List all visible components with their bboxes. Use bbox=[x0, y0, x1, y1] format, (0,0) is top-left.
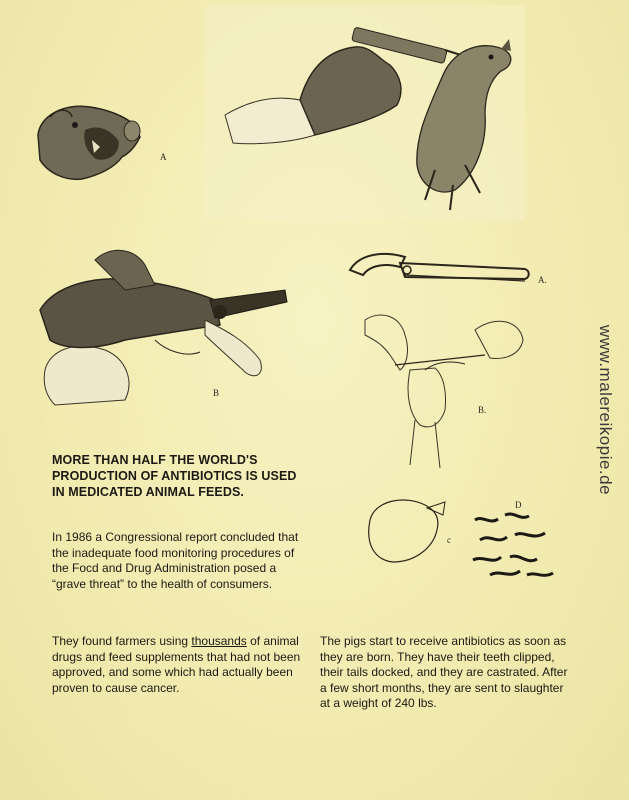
plate-label: B bbox=[213, 388, 220, 398]
paragraph-farmers bbox=[52, 634, 307, 696]
watermark-text: www.malereikopie.de bbox=[596, 324, 615, 496]
paragraph-farmers-end: of animal drugs and feed supplements that had not been approved, and some which had actually been proven to cause cancer. bbox=[52, 634, 301, 695]
paragraph-pigs: The pigs start to receive antibiotics as soon as they are born. They have their teeth clipped, their tails docked, and they are castrated. After a few short months, they are sent to slaughter at a weight of 240 lbs. bbox=[320, 634, 568, 710]
pig-head-illustration bbox=[30, 95, 155, 195]
plate-label: D bbox=[515, 500, 522, 510]
worms-illustration bbox=[465, 505, 560, 585]
plate-label: A bbox=[160, 152, 167, 162]
headline: MORE THAN HALF THE WORLD'S PRODUCTION OF ANTIBIOTICS IS USED IN MEDICATED ANIMAL FEEDS. bbox=[52, 453, 297, 499]
watermark bbox=[580, 280, 629, 540]
plate-label: A. bbox=[538, 275, 547, 285]
injection-illustration bbox=[205, 5, 525, 220]
paragraph-farmers-start: They found farmers using bbox=[52, 634, 192, 648]
underlined-word: thousands bbox=[191, 634, 247, 648]
paragraph-congressional-report: In 1986 a Congressional report concluded that the inadequate food monitoring procedures of the Focd and Drug Administration posed a “grave threat” to the health of consumers. bbox=[52, 530, 299, 591]
teeth-clipping-illustration bbox=[15, 240, 305, 410]
pliers-illustration bbox=[345, 245, 535, 295]
tail-docking-illustration bbox=[355, 300, 535, 475]
piglet-illustration bbox=[355, 490, 455, 570]
plate-label: B. bbox=[478, 405, 487, 415]
plate-label: c bbox=[447, 535, 451, 545]
